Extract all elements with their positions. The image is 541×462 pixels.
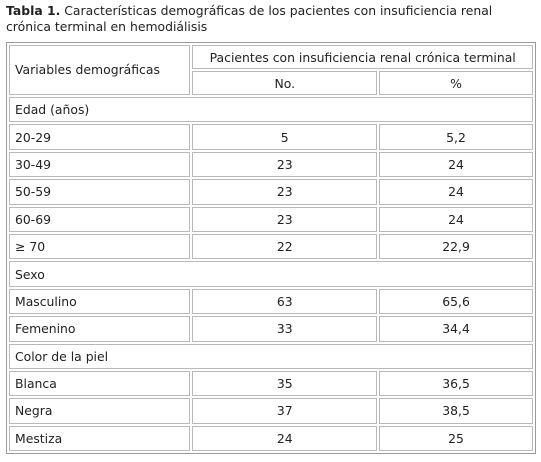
table-row bbox=[9, 426, 533, 451]
table-row bbox=[9, 152, 533, 177]
row-label: Mestiza bbox=[9, 426, 190, 451]
row-label: 60-69 bbox=[9, 207, 190, 232]
column-header-no: No. bbox=[192, 71, 377, 95]
count-cell: 5 bbox=[192, 124, 377, 149]
caption-label: Tabla 1. bbox=[6, 3, 61, 18]
count-cell: 33 bbox=[192, 316, 377, 341]
demographics-table bbox=[6, 42, 536, 454]
percent-cell: 34,4 bbox=[379, 316, 533, 341]
section-row bbox=[9, 344, 533, 369]
count-cell: 22 bbox=[192, 234, 377, 259]
section-row bbox=[9, 97, 533, 122]
row-label: ≥ 70 bbox=[9, 234, 190, 259]
percent-cell: 24 bbox=[379, 207, 533, 232]
caption-text: Características demográficas de los pacientes con insuficiencia renal crónica terminal en hemodiálisis bbox=[6, 3, 493, 34]
row-label: Negra bbox=[9, 398, 190, 423]
count-cell: 63 bbox=[192, 289, 377, 314]
row-label: 30-49 bbox=[9, 152, 190, 177]
table-caption bbox=[6, 3, 536, 35]
percent-cell: 36,5 bbox=[379, 371, 533, 396]
count-cell: 23 bbox=[192, 207, 377, 232]
table-row bbox=[9, 179, 533, 204]
percent-cell: 5,2 bbox=[379, 124, 533, 149]
count-cell: 35 bbox=[192, 371, 377, 396]
section-row bbox=[9, 261, 533, 286]
group-header: Pacientes con insuficiencia renal crónica terminal bbox=[192, 45, 533, 69]
table-row bbox=[9, 316, 533, 341]
table-row bbox=[9, 398, 533, 423]
row-label: 50-59 bbox=[9, 179, 190, 204]
percent-cell: 24 bbox=[379, 152, 533, 177]
section-title: Sexo bbox=[9, 261, 533, 286]
row-label: Masculino bbox=[9, 289, 190, 314]
percent-cell: 22,9 bbox=[379, 234, 533, 259]
table-row bbox=[9, 124, 533, 149]
row-label: 20-29 bbox=[9, 124, 190, 149]
row-label: Blanca bbox=[9, 371, 190, 396]
percent-cell: 38,5 bbox=[379, 398, 533, 423]
table-row bbox=[9, 289, 533, 314]
table-row bbox=[9, 207, 533, 232]
section-title: Color de la piel bbox=[9, 344, 533, 369]
count-cell: 37 bbox=[192, 398, 377, 423]
table-row bbox=[9, 234, 533, 259]
percent-cell: 25 bbox=[379, 426, 533, 451]
percent-cell: 65,6 bbox=[379, 289, 533, 314]
count-cell: 24 bbox=[192, 426, 377, 451]
column-header-pct: % bbox=[379, 71, 533, 95]
row-label: Femenino bbox=[9, 316, 190, 341]
count-cell: 23 bbox=[192, 179, 377, 204]
count-cell: 23 bbox=[192, 152, 377, 177]
section-title: Edad (años) bbox=[9, 97, 533, 122]
row-header: Variables demográficas bbox=[9, 45, 190, 95]
table-row bbox=[9, 371, 533, 396]
percent-cell: 24 bbox=[379, 179, 533, 204]
